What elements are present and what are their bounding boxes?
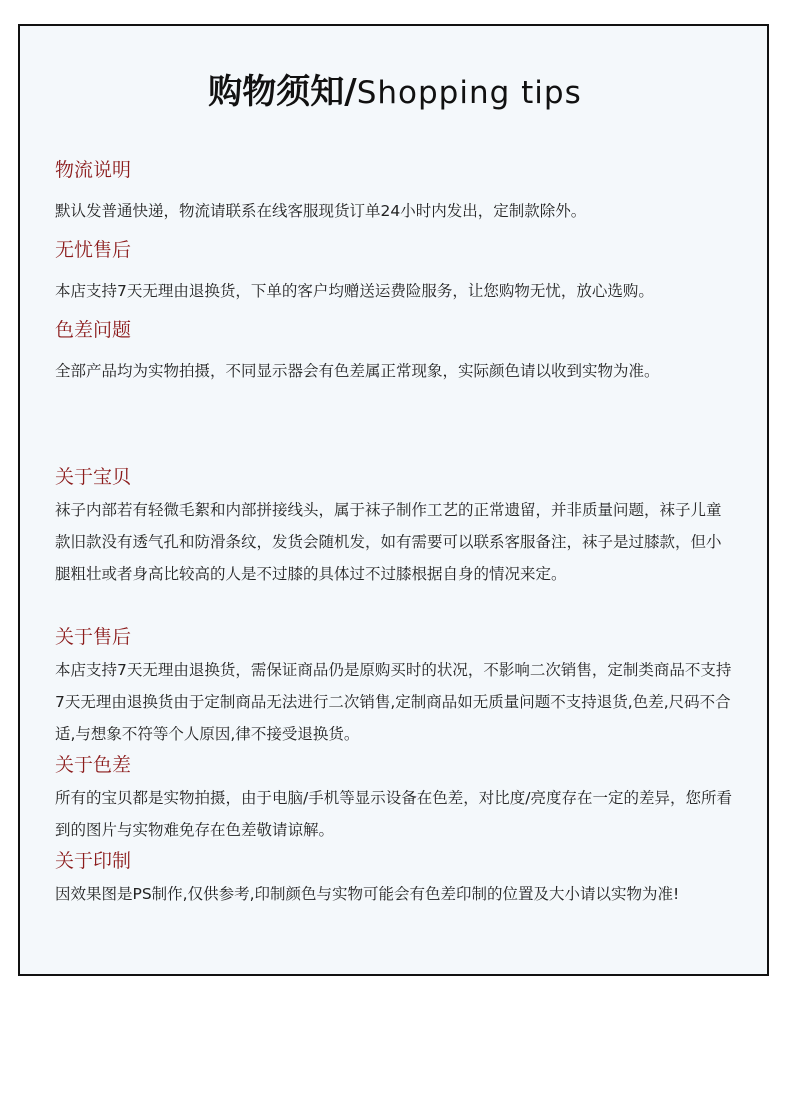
- section-text-about-product: 袜子内部若有轻微毛絮和内部拼接线头，属于袜子制作工艺的正常遗留，并非质量问题，袜子儿童款旧款没有透气孔和防滑条纹，发货会随机发，如有需要可以联系客服备注，袜子是过膝款，但小腿粗壮或者身高比较高的人是不过膝的具体过不过膝根据自身的情况来定。: [55, 501, 722, 583]
- section-text-color-difference: 全部产品均为实物拍摄，不同显示器会有色差属正常现象，实际颜色请以收到实物为准。: [55, 362, 660, 380]
- section-heading-about-color: 关于色差: [55, 754, 132, 776]
- section-heading-logistics: 物流说明: [55, 159, 132, 181]
- page-title-zh: 购物须知/: [208, 72, 357, 112]
- section-heading-about-product: 关于宝贝: [55, 466, 132, 488]
- page-title: [0, 70, 790, 115]
- section-text-about-color: 所有的宝贝都是实物拍摄，由于电脑/手机等显示设备在色差，对比度/亮度存在一定的差异，您所看到的图片与实物难免存在色差敬请谅解。: [55, 789, 732, 839]
- section-heading-about-printing: 关于印制: [55, 850, 132, 872]
- section-text-about-printing: 因效果图是PS制作,仅供参考,印制颜色与实物可能会有色差印制的位置及大小请以实物为准!: [55, 885, 680, 903]
- section-text-logistics: 默认发普通快递，物流请联系在线客服现货订单24小时内发出，定制款除外。: [55, 202, 587, 220]
- section-heading-after-sales-guarantee: 无忧售后: [55, 239, 132, 261]
- section-text-after-sales-guarantee: 本店支持7天无理由退换货，下单的客户均赠送运费险服务，让您购物无忧，放心选购。: [55, 282, 654, 300]
- page-title-en: Shopping tips: [356, 75, 582, 111]
- section-heading-color-difference: 色差问题: [55, 319, 132, 341]
- section-heading-about-after-sales: 关于售后: [55, 626, 132, 648]
- section-text-about-after-sales: 本店支持7天无理由退换货，需保证商品仍是原购买时的状况，不影响二次销售，定制类商品不支持7天无理由退换货由于定制商品无法进行二次销售,定制商品如无质量问题不支持退货,色差,尺码不合适,与想象不符等个人原因,律不接受退换货。: [55, 661, 732, 743]
